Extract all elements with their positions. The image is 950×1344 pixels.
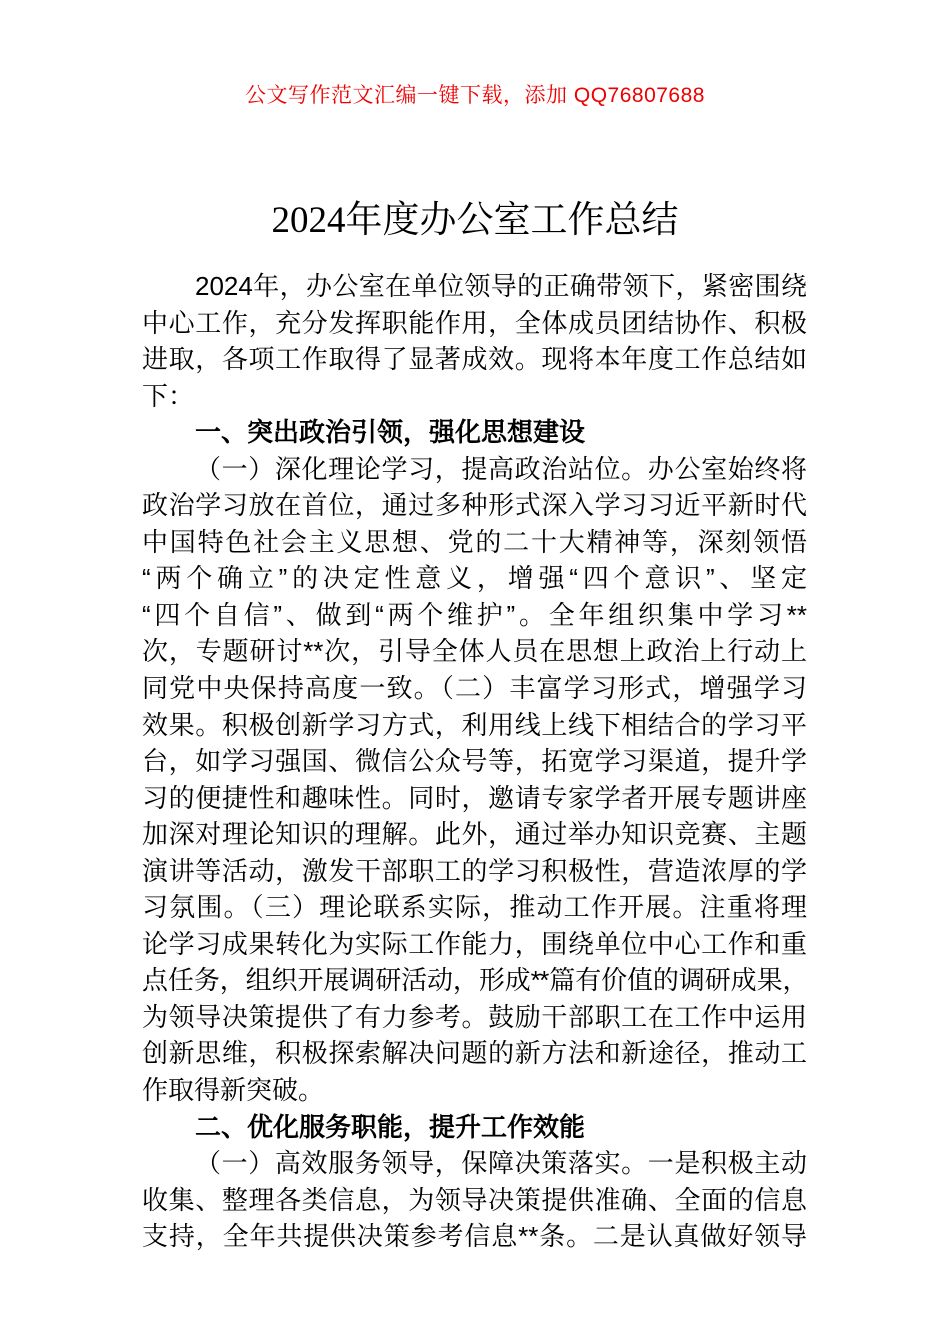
document-line: 收集、整理各类信息，为领导决策提供准确、全面的信息 [142,1184,807,1215]
document-line: 作取得新突破。 [142,1075,325,1106]
document-line: “四个自信”、做到“两个维护”。全年组织集中学习** [142,599,807,630]
document-line: 加深对理论知识的理解。此外，通过举办知识竞赛、主题 [142,819,807,850]
document-line: “两个确立”的决定性意义，增强“四个意识”、坚定 [142,563,807,594]
document-line: 中心工作，充分发挥职能作用，全体成员团结协作、积极 [142,307,807,338]
document-line: 二、优化服务职能，提升工作效能 [195,1111,586,1142]
document-line: 演讲等活动，激发干部职工的学习积极性，营造浓厚的学 [142,855,807,886]
document-line: 2024年，办公室在单位领导的正确带领下，紧密围绕 [195,271,807,301]
document-line: 进取，各项工作取得了显著成效。现将本年度工作总结如 [142,344,807,375]
document-line: 下： [142,380,195,411]
page-title: 2024年度办公室工作总结 [271,200,679,241]
document-line: 同党中央保持高度一致。（二）丰富学习形式，增强学习 [142,673,807,704]
document-body [142,268,807,1255]
document-line: 政治学习放在首位，通过多种形式深入学习习近平新时代 [142,490,807,521]
document-line: 习的便捷性和趣味性。同时，邀请专家学者开展专题讲座 [142,782,807,813]
document-line: 创新思维，积极探索解决问题的新方法和新途径，推动工 [142,1038,807,1069]
document-line: 台，如学习强国、微信公众号等，拓宽学习渠道，提升学 [142,746,807,777]
document-line: 一、突出政治引领，强化思想建设 [195,417,586,448]
document-line: 中国特色社会主义思想、党的二十大精神等，深刻领悟 [142,526,807,557]
document-line: 习氛围。（三）理论联系实际，推动工作开展。注重将理 [142,892,807,923]
promo-banner-text: 公文写作范文汇编一键下载，添加 QQ76807688 [245,84,705,107]
document-line: 为领导决策提供了有力参考。鼓励干部职工在工作中运用 [142,1001,807,1032]
document-line: 论学习成果转化为实际工作能力，围绕单位中心工作和重 [142,928,807,959]
document-line: 效果。积极创新学习方式，利用线上线下相结合的学习平 [142,709,807,740]
document-line: 支持，全年共提供决策参考信息**条。二是认真做好领导 [142,1221,807,1252]
document-line: （一）高效服务领导，保障决策落实。一是积极主动 [195,1148,807,1179]
document-line: 次，专题研讨**次，引导全体人员在思想上政治上行动上 [142,636,807,667]
document-line: 点任务，组织开展调研活动，形成**篇有价值的调研成果， [142,965,807,996]
document-line: （一）深化理论学习，提高政治站位。办公室始终将 [195,453,807,484]
